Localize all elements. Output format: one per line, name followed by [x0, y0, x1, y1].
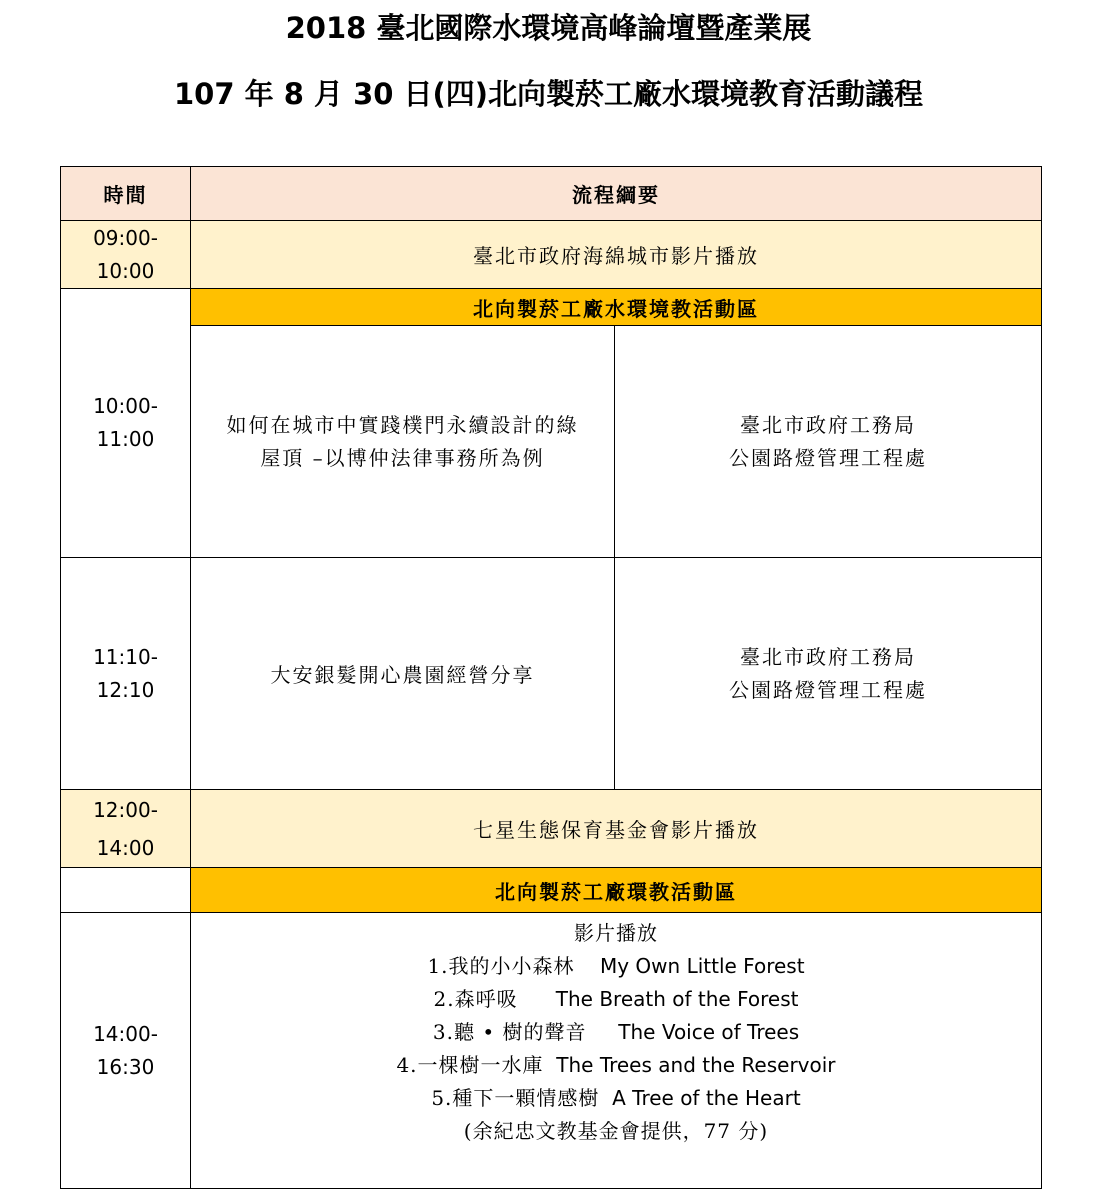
film-title-zh: 1.我的小小森林 [427, 954, 575, 978]
section-row [61, 289, 1042, 326]
film-title-en: The Breath of the Forest [555, 987, 799, 1011]
time-end: 12:10 [96, 677, 155, 702]
time-cell [61, 558, 191, 790]
film-list-cell [191, 913, 1042, 1189]
time-start: 14:00- [93, 1021, 158, 1046]
table-row [61, 558, 1042, 790]
page-subtitle: 107 年 8 月 30 日(四)北向製菸工廠水環境教育活動議程 [173, 77, 924, 111]
empty-time-cell [61, 868, 191, 913]
film-footer: (余紀忠文教基金會提供，77 分) [463, 1119, 769, 1143]
time-cell [61, 913, 191, 1189]
film-item [191, 1016, 1041, 1049]
film-item [191, 950, 1041, 983]
time-cell [61, 289, 191, 558]
section-row [61, 868, 1042, 913]
org-line: 臺北市政府工務局 [740, 644, 916, 669]
film-item [191, 1082, 1041, 1115]
film-title-zh: 2.森呼吸 [433, 987, 518, 1011]
topic-cell [191, 326, 615, 558]
org-line: 公園路燈管理工程處 [729, 445, 927, 470]
time-start: 11:10- [93, 644, 158, 669]
table-header-row [61, 167, 1042, 221]
org-line: 公園路燈管理工程處 [729, 677, 927, 702]
time-end: 16:30 [96, 1054, 155, 1079]
time-end: 10:00 [96, 258, 155, 283]
film-title-zh: 4.一棵樹一水庫 [396, 1053, 544, 1077]
film-title-en: The Voice of Trees [618, 1020, 800, 1044]
time-end: 14:00 [96, 835, 155, 860]
film-title-en: The Trees and the Reservoir [556, 1053, 836, 1077]
film-title-en: My Own Little Forest [599, 954, 805, 978]
table-row [61, 790, 1042, 868]
topic-cell: 大安銀髮開心農園經營分享 [191, 558, 615, 790]
topic-line: 屋頂 –以博仲法律事務所為例 [260, 445, 545, 470]
time-cell [61, 790, 191, 868]
time-end: 11:00 [96, 427, 155, 451]
topic-line: 如何在城市中實踐樸門永續設計的綠 [226, 412, 579, 437]
org-cell [615, 558, 1042, 790]
table-row [61, 221, 1042, 289]
time-start: 09:00- [93, 225, 158, 250]
film-item [191, 983, 1041, 1016]
film-title-zh: 3.聽 • 樹的聲音 [432, 1020, 587, 1044]
org-cell [615, 326, 1042, 558]
table-row [61, 913, 1042, 1189]
header-program: 流程綱要 [191, 167, 1042, 221]
film-title-en: A Tree of the Heart [612, 1086, 801, 1110]
time-start: 12:00- [93, 797, 158, 822]
section-title: 北向製菸工廠環教活動區 [191, 868, 1042, 913]
section-title: 北向製菸工廠水環境教活動區 [191, 289, 1042, 326]
film-heading: 影片播放 [574, 921, 658, 945]
film-item [191, 1049, 1041, 1082]
header-time: 時間 [61, 167, 191, 221]
program-cell: 臺北市政府海綿城市影片播放 [191, 221, 1042, 289]
page-title: 2018 臺北國際水環境高峰論壇暨產業展 [285, 11, 812, 45]
org-line: 臺北市政府工務局 [740, 412, 916, 437]
program-cell: 七星生態保育基金會影片播放 [191, 790, 1042, 868]
time-start: 10:00- [93, 394, 158, 418]
table-row [61, 326, 1042, 558]
time-cell [61, 221, 191, 289]
film-title-zh: 5.種下一顆情感樹 [431, 1086, 600, 1110]
agenda-table [60, 166, 1042, 1189]
